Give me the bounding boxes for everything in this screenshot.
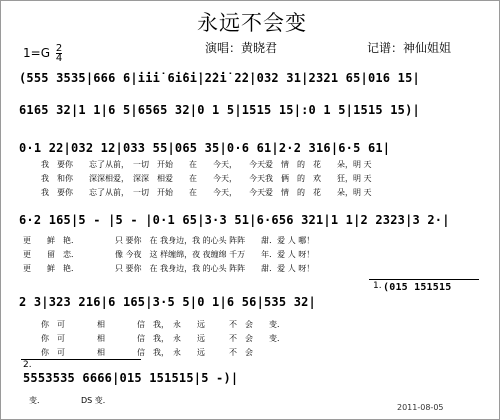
- stave-6-lyric-1: 变． DS 变．: [29, 396, 111, 405]
- key-signature: [23, 44, 62, 63]
- stave-6-notes: 5553535 6666|015 151515|5 -)|: [23, 371, 239, 385]
- stave-3-lyric-3: 我 要你 忘了从前， 一切 开始 在 今天， 今天爱 情 的 花 朵，明 天: [41, 188, 372, 197]
- key-label: 1=G: [23, 46, 50, 60]
- time-signature: [56, 44, 62, 63]
- stave-3-notes: 0·1 22|032 12|033 55|065 35|0·6 61|2·2 316|6·5 61|: [19, 141, 391, 155]
- stave-3-lyric-1: 我 要你 忘了从前， 一切 开始 在 今天， 今天爱 情 的 花 朵，明 天: [41, 160, 372, 169]
- stave-5-lyric-1: 你 可 相 信 我， 永 远 不 会 变．: [41, 320, 285, 329]
- volta-2-label: 2.: [23, 360, 32, 370]
- stave-2-notes: 6165 32|1 1|6 5|6565 32|0 1 5|1515 15|:0 1 5|1515 15)|: [19, 103, 420, 117]
- song-title: 永远不会变: [197, 11, 307, 35]
- stave-4-lyric-1: 更 鲜 艳． 只 要你 在 我身边，我 的心头 阵阵 甜．爱 人 哪！: [23, 236, 315, 245]
- date-stamp: 2011-08-05: [397, 403, 444, 412]
- volta-1-label: 1.: [373, 281, 382, 291]
- stave-4-lyric-3: 更 鲜 艳． 只 要你 在 我身边，我 的心头 阵阵 甜．爱 人 呀！: [23, 264, 315, 273]
- volta-1-bracket: [369, 279, 479, 280]
- volta-2-bracket: [21, 359, 141, 360]
- singer-credit: 演唱：黄晓君: [205, 41, 278, 55]
- stave-3-lyric-2: 我 和你 深深相爱， 深深 相爱 在 今天， 今天我 俩 的 欢 狂，明 天: [41, 174, 372, 183]
- stave-4-notes: 6·2 165|5 - |5 - |0·1 65|3·3 51|6·656 321|1 1|2 2323|3 2·|: [19, 213, 450, 227]
- stave-5-notes: 2 3|323 216|6 165|3·5 5|0 1|6 56|535 32|: [19, 295, 316, 309]
- stave-5-lyric-3: 你 可 相 信 我， 永 远 不 会: [41, 348, 253, 357]
- time-signature-top: 2: [55, 43, 63, 54]
- stave-4-lyric-2: 更 留 恋． 像 今夜 这 样缠绵，夜 夜缠绵 千万 年．爱 人 呀！: [23, 250, 315, 259]
- stave-5-lyric-2: 你 可 相 信 我， 永 远 不 会 变．: [41, 334, 285, 343]
- notation-credit: 记谱：神仙姐姐: [367, 41, 452, 55]
- stave-1-notes: (555 3535|666 6|i̇i̇i̇ 6i̇6i̇|2̇2̇i̇ 2̇2̇|032 31|2321 65|016 15|: [19, 71, 420, 85]
- volta-1-ending: (015 151515: [383, 282, 452, 293]
- time-signature-bottom: 4: [55, 53, 63, 64]
